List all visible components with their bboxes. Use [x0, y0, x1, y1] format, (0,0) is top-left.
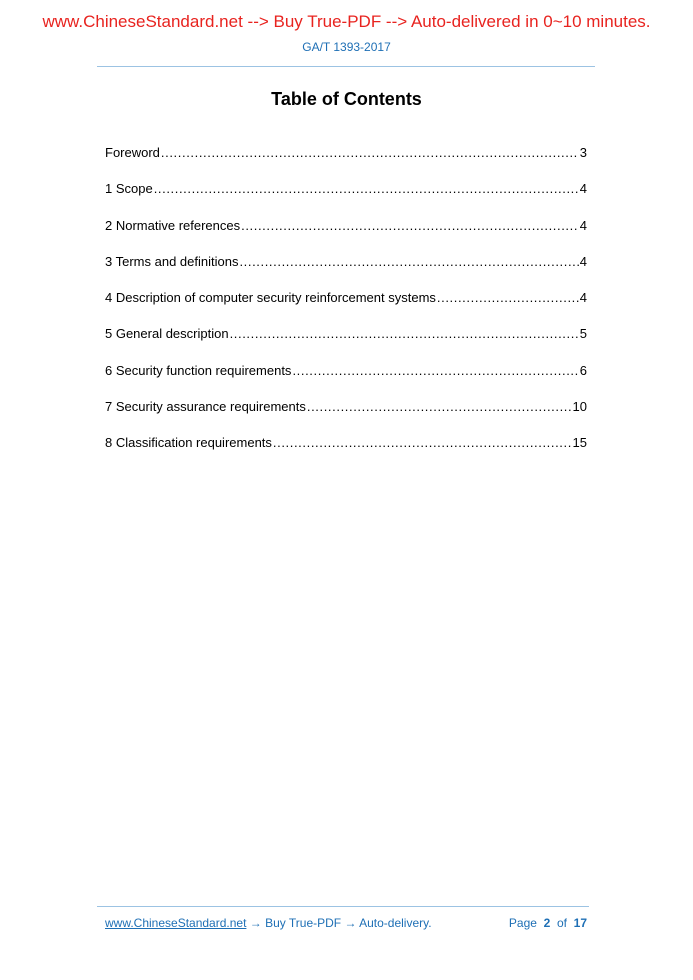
footer-site-link[interactable]: www.ChineseStandard.net	[105, 916, 247, 930]
toc-entry-page: 4	[579, 290, 587, 306]
dot-leader	[161, 145, 579, 160]
toc-entry-normative-references[interactable]	[105, 218, 587, 254]
toc-entry-page: 15	[572, 435, 587, 451]
toc-entry-general-description[interactable]	[105, 326, 587, 362]
toc-entry-label: Foreword	[105, 145, 160, 160]
dot-leader	[307, 399, 572, 414]
toc-entry-terms-definitions[interactable]	[105, 254, 587, 290]
dot-leader	[154, 181, 579, 196]
document-code: GA/T 1393-2017	[302, 40, 391, 54]
toc-entry-label: 6 Security function requirements	[105, 362, 292, 378]
dot-leader	[437, 290, 579, 305]
dot-leader	[292, 363, 578, 378]
footer-promo-text: → Buy True-PDF → Auto-delivery.	[246, 916, 432, 930]
toc-entry-label: 1 Scope	[105, 181, 153, 197]
toc-entry-security-function[interactable]	[105, 363, 587, 399]
toc-entry-page: 3	[579, 145, 587, 160]
page-current: 2	[543, 916, 551, 930]
toc-entry-page: 5	[579, 326, 587, 342]
dot-leader	[230, 326, 579, 341]
toc-entry-security-assurance[interactable]	[105, 399, 587, 435]
toc-entry-foreword[interactable]	[105, 145, 587, 181]
page-indicator	[509, 916, 587, 930]
toc-entry-page: 4	[579, 217, 587, 233]
page-total: 17	[573, 916, 587, 930]
dot-leader	[239, 254, 578, 269]
dot-leader	[241, 218, 579, 233]
toc-entry-classification[interactable]	[105, 435, 587, 471]
page-footer	[105, 916, 587, 930]
toc-entry-label: 2 Normative references	[105, 217, 241, 233]
dot-leader	[273, 435, 572, 450]
toc-entry-scope[interactable]	[105, 181, 587, 217]
toc-entry-page: 10	[572, 399, 587, 415]
promo-banner[interactable]: www.ChineseStandard.net --> Buy True-PDF --> Auto-delivered in 0~10 minutes.	[42, 12, 651, 31]
toc-entry-page: 6	[579, 362, 587, 378]
footer-divider	[97, 906, 589, 907]
page-label: Page	[508, 916, 537, 930]
header-divider	[97, 66, 595, 67]
toc-entry-reinforcement-systems[interactable]	[105, 290, 587, 326]
toc-entry-label: 3 Terms and definitions	[105, 253, 239, 269]
toc-entry-label: 5 General description	[105, 326, 229, 342]
footer-promo	[105, 916, 432, 930]
table-of-contents	[105, 145, 587, 472]
toc-entry-label: 8 Classification requirements	[105, 435, 272, 451]
toc-entry-label: 4 Description of computer security reinforcement systems	[105, 290, 436, 306]
toc-entry-page: 4	[579, 253, 587, 269]
page-of-label: of	[556, 916, 567, 930]
toc-entry-label: 7 Security assurance requirements	[105, 399, 306, 415]
toc-entry-page: 4	[579, 181, 587, 197]
page-title: Table of Contents	[271, 89, 422, 109]
